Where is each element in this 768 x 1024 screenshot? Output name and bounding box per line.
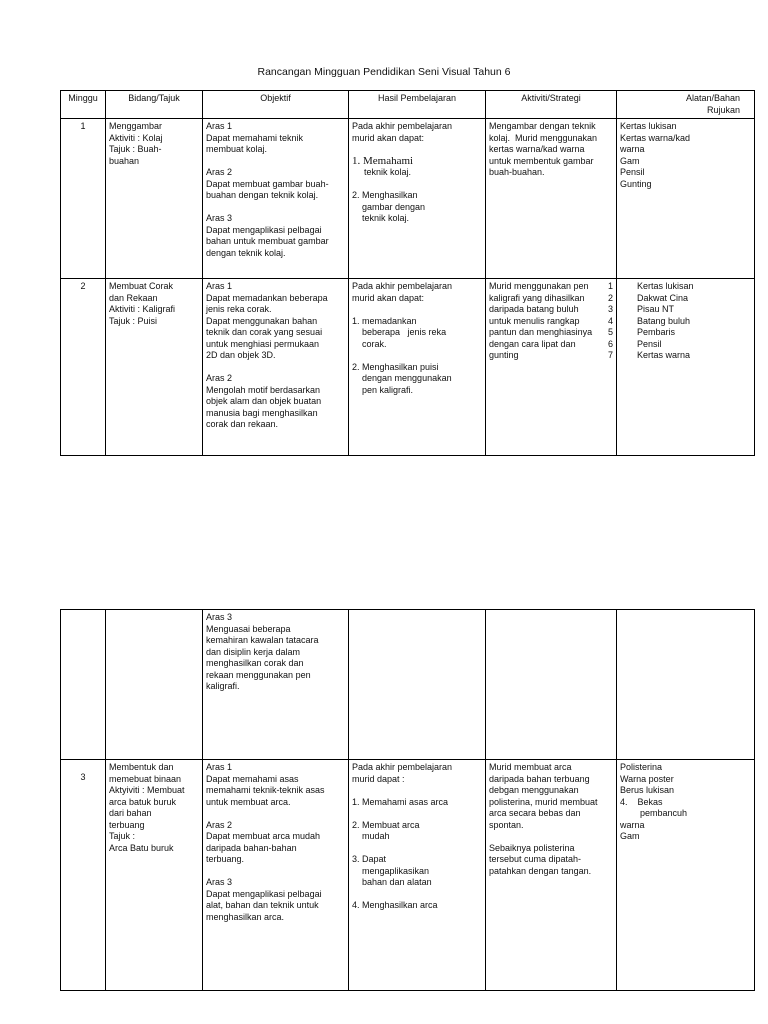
text-line: objek alam dan objek buatan: [206, 396, 322, 406]
text-line: Sebaiknya polisterina: [489, 842, 575, 853]
plan-table-top: [60, 90, 755, 456]
text-line: dengan cara lipat dan: [489, 338, 576, 349]
text-line: Aras 3: [206, 612, 233, 622]
hasil-item-1: 1. Memahami: [352, 154, 414, 167]
text-line: terbuang: [109, 819, 145, 830]
text-line: alat, bahan dan teknik untuk: [206, 900, 319, 910]
text-line: Murid membuat arca: [489, 762, 572, 772]
text-line: buah-buahan.: [489, 167, 545, 177]
text-line: teknik kolaj.: [352, 213, 410, 223]
text-line: pantun dan menghiasinya: [489, 327, 593, 337]
text-line: [352, 350, 482, 362]
text-line: memahami teknik-teknik asas: [206, 785, 325, 795]
text-line: Pembaris: [637, 327, 676, 337]
hasil-cell: [349, 119, 486, 279]
text-line: Mengambar dengan teknik: [489, 121, 596, 131]
bidang-cell: [106, 119, 203, 279]
text-line: Aras 1: [206, 121, 233, 131]
text-line: bahan untuk membuat gambar: [206, 236, 329, 246]
text-line: [206, 362, 345, 374]
text-line: Dapat memadankan beberapa: [206, 292, 328, 303]
text-line: menghasilkan corak dan: [206, 658, 304, 668]
text-line: corak.: [352, 338, 387, 349]
text-line: Gunting: [620, 178, 652, 189]
hasil-item-2: [352, 190, 482, 225]
text-line: Dapat memahami teknik: [206, 132, 304, 143]
header-minggu: Minggu: [61, 91, 106, 119]
text-line: 4. Menghasilkan arca: [352, 900, 438, 910]
text-line: Pisau NT: [637, 304, 675, 314]
text-line: Gam: [620, 155, 640, 166]
text-line: Dakwat Cina: [637, 292, 689, 303]
text-line: Pada akhir pembelajaran: [352, 121, 453, 131]
text-line: dengan teknik kolaj.: [206, 247, 286, 258]
text-line: Aktiviti : Kaligrafi: [109, 304, 176, 314]
text-line: 2. Membuat arca: [352, 819, 420, 830]
text-line: 4: [607, 315, 613, 326]
text-line: corak dan rekaan.: [206, 419, 279, 429]
text-line: Berus lukisan: [620, 785, 675, 795]
text-line: [352, 843, 482, 855]
text-line: [489, 831, 613, 843]
text-line: jenis reka corak.: [206, 304, 272, 314]
text-line: 1. memadankan: [352, 315, 417, 326]
text-line: [206, 156, 345, 168]
text-line: warna: [620, 144, 645, 154]
alatan-cell: [617, 119, 755, 279]
text-line: 3: [607, 304, 613, 314]
text-line: Dapat mengaplikasi pelbagai: [206, 888, 322, 899]
text-line: dengan menggunakan: [352, 373, 452, 383]
bidang-cell: [106, 760, 203, 991]
text-line: 2. Menghasilkan: [352, 190, 418, 200]
text-line: Menguasai beberapa: [206, 623, 291, 634]
header-alatan: Alatan/Bahan Rujukan: [617, 91, 755, 119]
text-line: 1. Memahami asas arca: [352, 796, 449, 807]
text-line: Tajuk :: [109, 831, 136, 841]
text-line: pen kaligrafi.: [352, 384, 414, 395]
text-line: murid akan dapat:: [352, 132, 425, 143]
bidang-cell: [106, 279, 203, 456]
text-line: dan disiplin kerja dalam: [206, 646, 301, 657]
text-line: [206, 808, 345, 820]
text-line: Aras 2: [206, 167, 233, 177]
text-line: 3. Dapat: [352, 854, 387, 864]
objektif-cell: [203, 119, 349, 279]
text-line: [352, 304, 482, 316]
alatan-cell: [617, 760, 755, 991]
text-line: Tajuk : Puisi: [109, 315, 158, 326]
text-line: [352, 889, 482, 901]
text-line: untuk menghiasi permukaan: [206, 338, 320, 349]
text-line: Arca Batu buruk: [109, 842, 174, 853]
hasil-cell: [349, 760, 486, 991]
hasil-intro: [352, 121, 482, 144]
text-line: warna: [620, 819, 645, 830]
text-line: rekaan menggunakan pen: [206, 669, 311, 680]
text-line: Pada akhir pembelajaran: [352, 281, 453, 291]
text-line: [206, 866, 345, 878]
text-line: Aras 2: [206, 373, 233, 383]
text-line: Murid menggunakan pen: [489, 281, 589, 291]
aktiviti-cell: [486, 119, 617, 279]
document-title: Rancangan Mingguan Pendidikan Seni Visual Tahun 6: [257, 66, 511, 78]
text-line: dan Rekaan: [109, 292, 158, 303]
text-line: kertas warna/kad warna: [489, 144, 585, 154]
aktiviti-numbers: [608, 281, 613, 362]
text-line: daripada batang buluh: [489, 304, 579, 314]
table-row-week-2-continued: [61, 610, 755, 760]
text-line: arca batuk buruk: [109, 796, 177, 807]
text-line: Kertas warna: [637, 350, 691, 360]
text-line: Mengolah motif berdasarkan: [206, 384, 321, 395]
text-line: 2D dan objek 3D.: [206, 350, 276, 360]
text-line: Dapat membuat arca mudah: [206, 831, 321, 841]
aktiviti-text: [489, 281, 613, 362]
text-line: 2. Menghasilkan puisi: [352, 361, 439, 372]
text-line: [352, 808, 482, 820]
text-line: pembancuh: [620, 808, 688, 818]
text-line: Pensil: [620, 167, 645, 177]
text-line: [206, 202, 345, 214]
text-line: Gam: [620, 831, 640, 841]
text-line: kolaj. Murid menggunakan: [489, 132, 598, 143]
text-line: memebuat binaan: [109, 773, 182, 784]
text-line: untuk membuat arca.: [206, 796, 291, 807]
text-line: Aras 1: [206, 762, 233, 772]
text-line: Warna poster: [620, 773, 674, 784]
text-line: Tajuk : Buah-: [109, 144, 162, 154]
alatan-cell: [617, 279, 755, 456]
text-line: Dapat membuat gambar buah-: [206, 178, 329, 189]
text-line: teknik dan corak yang sesuai: [206, 327, 323, 337]
text-line: 5: [607, 327, 613, 337]
text-line: 6: [607, 338, 613, 349]
text-line: untuk membentuk gambar: [489, 155, 594, 166]
text-line: dari bahan: [109, 808, 152, 818]
text-line: tersebut cuma dipatah-: [489, 854, 582, 864]
text-line: kaligrafi yang dihasilkan: [489, 292, 585, 303]
text-line: Aktiviti : Kolaj: [109, 132, 163, 143]
text-line: daripada bahan terbuang: [489, 773, 590, 784]
text-line: mudah: [352, 831, 390, 841]
hasil-item-1-text: teknik kolaj.: [364, 167, 412, 177]
text-line: Dapat menggunakan bahan: [206, 315, 318, 326]
text-line: beberapa jenis reka: [352, 327, 447, 337]
text-line: 2: [607, 292, 613, 303]
objektif-cell: [203, 279, 349, 456]
table-row-week-1: [61, 119, 755, 279]
header-row: [61, 91, 755, 119]
text-line: kaligrafi.: [206, 681, 240, 691]
text-line: Dapat mengaplikasi pelbagai: [206, 224, 322, 235]
text-line: Pada akhir pembelajaran: [352, 762, 453, 772]
text-line: 1: [607, 281, 613, 291]
text-line: manusia bagi menghasilkan: [206, 407, 318, 418]
text-line: bahan dan alatan: [352, 877, 432, 887]
text-line: arca secara bebas dan: [489, 808, 581, 818]
text-line: [352, 785, 482, 797]
table-row-week-3: [61, 760, 755, 991]
text-line: daripada bahan-bahan: [206, 842, 297, 853]
text-line: Dapat memahami asas: [206, 773, 299, 784]
plan-table-bottom: [60, 609, 755, 991]
text-line: terbuang.: [206, 854, 245, 864]
text-line: polisterina, murid membuat: [489, 796, 598, 807]
text-line: gunting: [489, 350, 519, 360]
hasil-cell: [349, 279, 486, 456]
minggu-cell: 2: [61, 279, 106, 456]
text-line: mengaplikasikan: [352, 865, 430, 876]
objektif-cell: [203, 760, 349, 991]
text-line: murid akan dapat:: [352, 292, 425, 303]
text-line: kemahiran kawalan tatacara: [206, 635, 319, 645]
text-line: murid dapat :: [352, 773, 405, 784]
text-line: Kertas warna/kad: [620, 132, 691, 143]
text-line: Kertas lukisan: [637, 281, 694, 291]
text-line: Membuat Corak: [109, 281, 174, 291]
text-line: Aktyiviti : Membuat: [109, 785, 185, 795]
text-line: 7: [607, 350, 613, 360]
minggu-cell: 3: [61, 760, 106, 991]
text-line: untuk menulis rangkap: [489, 315, 580, 326]
text-line: Kertas lukisan: [620, 121, 677, 131]
text-line: buahan: [109, 155, 140, 166]
minggu-cell: 1: [61, 119, 106, 279]
objektif-cell: [203, 610, 349, 760]
aktiviti-cell: [486, 760, 617, 991]
aktiviti-cell: [486, 279, 617, 456]
text-line: menghasilkan arca.: [206, 911, 285, 922]
text-line: Polisterina: [620, 762, 663, 772]
text-line: 4. Bekas: [620, 796, 663, 807]
text-line: Menggambar: [109, 121, 163, 131]
header-hasil: Hasil Pembelajaran: [349, 91, 486, 119]
text-line: gambar dengan: [352, 201, 426, 212]
text-line: Aras 3: [206, 213, 233, 223]
header-bidang: Bidang/Tajuk: [106, 91, 203, 119]
table-row-week-2: [61, 279, 755, 456]
text-line: Aras 3: [206, 877, 233, 887]
text-line: Pensil: [637, 338, 662, 349]
text-line: membuat kolaj.: [206, 144, 268, 154]
header-objektif: Objektif: [203, 91, 349, 119]
text-line: Membentuk dan: [109, 762, 174, 772]
text-line: spontan.: [489, 819, 524, 830]
text-line: Batang buluh: [637, 315, 691, 326]
text-line: debgan menggunakan: [489, 785, 579, 795]
header-aktiviti: Aktiviti/Strategi: [486, 91, 617, 119]
text-line: patahkan dengan tangan.: [489, 865, 592, 876]
text-line: Aras 1: [206, 281, 233, 291]
text-line: Aras 2: [206, 819, 233, 830]
text-line: buahan dengan teknik kolaj.: [206, 190, 319, 200]
